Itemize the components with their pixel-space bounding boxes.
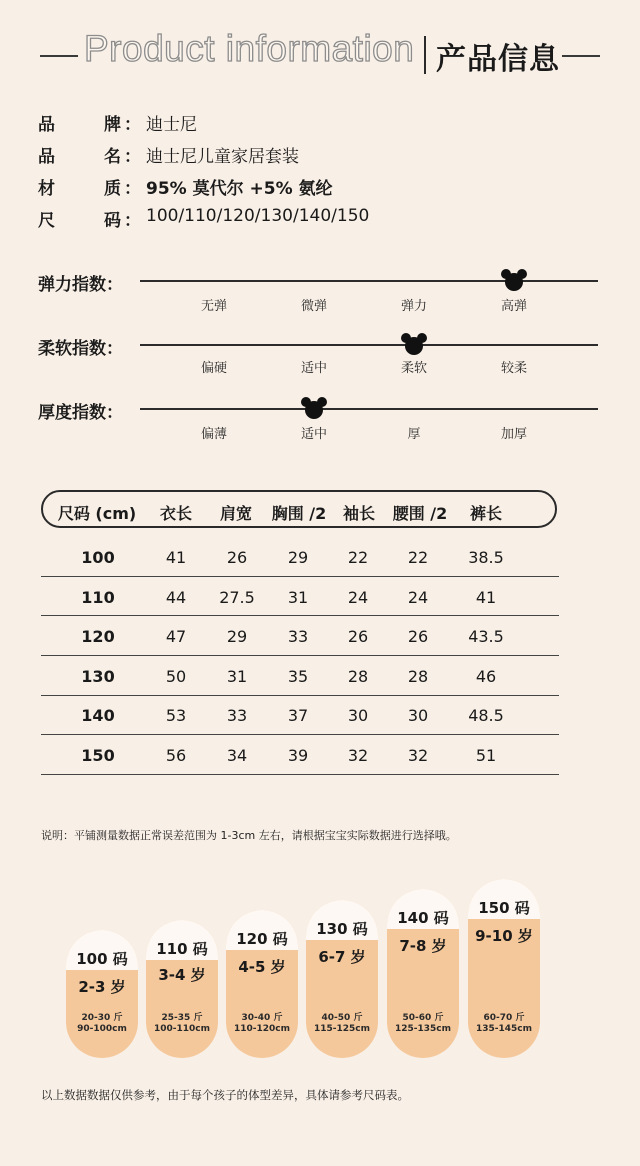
info-label-char: 材 [38,179,55,199]
index-option: 适中 [300,427,328,442]
info-label-char: 品 [38,147,55,167]
table-row-divider [41,655,559,656]
header-rule-right [562,55,600,57]
size-guide-size: 110 码 [156,940,208,958]
table-cell: 34 [226,746,248,765]
index-option: 适中 [300,361,328,376]
table-cell: 26 [226,548,248,567]
index-option: 高弹 [500,299,528,314]
table-cell: 43.5 [468,627,504,646]
table-cell: 37 [287,706,309,725]
size-guide-age: 9-10 岁 [475,927,533,945]
size-guide-height: 115-125cm [313,1024,371,1034]
size-guide-height: 90-100cm [77,1024,127,1034]
table-cell: 53 [165,706,187,725]
info-label-char: 牌 [104,115,121,135]
table-header-cell: 袖长 [342,504,376,523]
table-cell-size: 110 [81,588,115,607]
table-cell: 51 [475,746,497,765]
table-cell: 33 [226,706,248,725]
size-guide-size: 150 码 [478,899,530,917]
info-label-char: 品 [38,115,55,135]
size-guide-card [226,910,298,1058]
size-guide-size: 100 码 [76,950,128,968]
page-title-en: Product information [84,28,415,69]
size-guide-weight: 40-50 斤 [321,1013,363,1023]
table-cell: 46 [475,667,497,686]
info-value-name: 迪士尼儿童家居套装 [146,147,299,167]
size-guide-height: 125-135cm [394,1024,452,1034]
index-label-thickness: 厚度指数： [38,403,123,423]
index-scale-line [140,344,598,346]
info-value-material: 95% 莫代尔 +5% 氨纶 [146,179,333,199]
table-cell: 39 [287,746,309,765]
size-guide-age: 6-7 岁 [318,948,366,966]
index-label-elasticity: 弹力指数： [38,275,123,295]
info-colon: ： [124,179,141,199]
size-guide-size: 120 码 [236,930,288,948]
size-guide-card [468,879,540,1058]
info-colon: ： [124,211,141,231]
table-cell: 32 [347,746,369,765]
index-option: 柔软 [400,361,428,376]
index-option: 较柔 [500,361,528,376]
info-label-char: 名 [104,147,121,167]
index-option: 微弹 [300,299,328,314]
table-cell: 35 [287,667,309,686]
info-label-char: 码 [104,211,121,231]
page-title-zh: 产品信息 [436,42,560,77]
size-guide-height: 100-110cm [153,1024,211,1034]
size-guide-size: 140 码 [397,909,449,927]
info-value-sizes: 100/110/120/130/140/150 [146,206,370,226]
size-guide-weight: 30-40 斤 [241,1013,283,1023]
table-cell: 31 [287,588,309,607]
table-header-cell: 裤长 [469,504,503,523]
size-guide-card [306,900,378,1058]
table-cell: 38.5 [468,548,504,567]
table-cell: 26 [407,627,429,646]
table-cell: 41 [475,588,497,607]
info-label-char: 质 [104,179,121,199]
table-cell: 27.5 [219,588,255,607]
table-row-divider [41,615,559,616]
footer-disclaimer: 以上数据数据仅供参考，由于每个孩子的体型差异，具体请参考尺码表。 [41,1088,409,1102]
mickey-icon [501,268,527,292]
size-guide-weight: 50-60 斤 [402,1013,444,1023]
info-label-char: 尺 [38,211,55,231]
table-cell: 24 [407,588,429,607]
table-cell-size: 120 [81,627,115,646]
table-cell: 33 [287,627,309,646]
table-cell: 29 [226,627,248,646]
table-cell-size: 150 [81,746,115,765]
info-colon: ： [124,147,141,167]
table-cell: 47 [165,627,187,646]
table-header-cell: 肩宽 [219,504,253,523]
header-rule-left [40,55,78,57]
table-header-cell: 尺码 (cm) [57,504,137,523]
index-option: 偏硬 [200,361,228,376]
size-guide-weight: 25-35 斤 [161,1013,203,1023]
table-cell: 44 [165,588,187,607]
index-scale-line [140,280,598,282]
info-colon: ： [124,115,141,135]
index-option: 弹力 [400,299,428,314]
mickey-icon [301,396,327,420]
table-cell: 41 [165,548,187,567]
size-guide-card [66,930,138,1058]
table-row-divider [41,734,559,735]
table-cell-size: 100 [81,548,115,567]
table-cell: 30 [407,706,429,725]
size-guide-height: 135-145cm [475,1024,533,1034]
table-cell: 31 [226,667,248,686]
measurement-note: 说明：平铺测量数据正常误差范围为 1-3cm 左右，请根据宝宝实际数据进行选择哦。 [41,829,457,842]
table-cell: 56 [165,746,187,765]
table-header-cell: 衣长 [159,504,193,523]
table-cell: 32 [407,746,429,765]
table-cell: 48.5 [468,706,504,725]
mickey-icon [401,332,427,356]
size-guide-age: 7-8 岁 [399,937,447,955]
table-cell: 29 [287,548,309,567]
table-cell-size: 130 [81,667,115,686]
table-cell: 26 [347,627,369,646]
size-guide-size: 130 码 [316,920,368,938]
table-cell-size: 140 [81,706,115,725]
size-guide-age: 4-5 岁 [238,958,286,976]
table-cell: 22 [407,548,429,567]
table-row-divider [41,695,559,696]
index-option: 加厚 [500,427,528,442]
table-header-cell: 腰围 /2 [392,504,448,523]
table-row-divider [41,774,559,775]
table-cell: 30 [347,706,369,725]
table-cell: 50 [165,667,187,686]
index-option: 无弹 [200,299,228,314]
index-option: 厚 [407,427,421,442]
index-option: 偏薄 [200,427,228,442]
table-row-divider [41,576,559,577]
size-guide-age: 3-4 岁 [158,966,206,984]
size-guide-weight: 60-70 斤 [483,1013,525,1023]
table-cell: 24 [347,588,369,607]
size-guide-height: 110-120cm [233,1024,291,1034]
index-scale-line [140,408,598,410]
table-cell: 28 [407,667,429,686]
size-guide-card [387,889,459,1058]
table-header-cell: 胸围 /2 [271,504,327,523]
index-label-softness: 柔软指数： [38,339,123,359]
header-divider [424,36,426,74]
table-cell: 22 [347,548,369,567]
info-value-brand: 迪士尼 [146,115,197,135]
size-guide-age: 2-3 岁 [78,978,126,996]
size-guide-weight: 20-30 斤 [81,1013,123,1023]
size-guide-card [146,920,218,1058]
table-cell: 28 [347,667,369,686]
